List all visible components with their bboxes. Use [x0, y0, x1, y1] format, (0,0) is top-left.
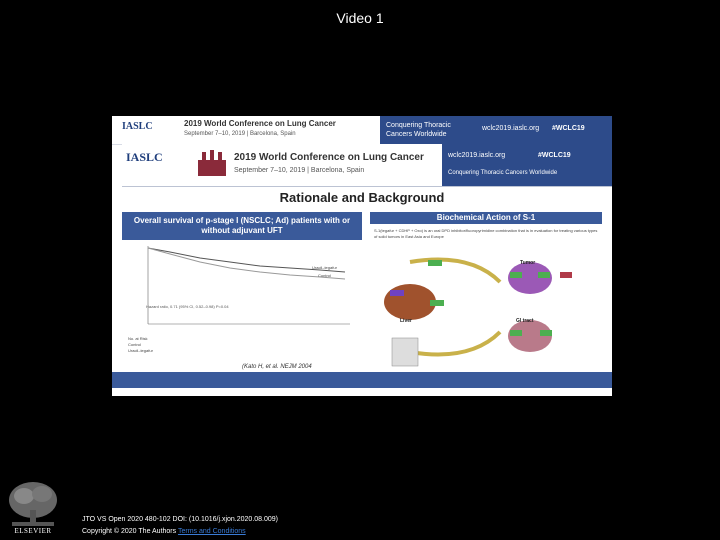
- conference-dates: September 7–10, 2019 | Barcelona, Spain: [184, 131, 296, 137]
- page-title: Video 1: [336, 10, 384, 26]
- survival-panel-header: Overall survival of p-stage I (NSCLC; Ad) patients with or without adjuvant UFT: [122, 212, 362, 240]
- citation-footer: [82, 514, 278, 538]
- tagline: Conquering Thoracic Cancers Worldwide: [386, 122, 451, 138]
- iaslc-logo: IASLC: [122, 121, 153, 132]
- control-curve: [148, 248, 345, 279]
- slide-bottom-bar: [112, 372, 612, 388]
- slide-heading: Rationale and Background: [279, 190, 445, 205]
- conference-url: wclc2019.iaslc.org: [448, 152, 506, 159]
- conference-banner-top: [112, 116, 612, 145]
- building-logo-icon: [194, 148, 230, 178]
- risk-title: No. at Risk: [128, 336, 148, 341]
- tagline: Conquering Thoracic Cancers Worldwide: [448, 170, 558, 176]
- conference-title: 2019 World Conference on Lung Cancer: [184, 119, 336, 128]
- copyright-line: [82, 526, 278, 538]
- biochemical-panel: [370, 212, 602, 390]
- doi-line: JTO VS Open 2020 480-102 DOI: (10.1016/j.xjon.2020.08.009): [82, 516, 278, 523]
- risk-table: [128, 336, 153, 354]
- copyright-text: Copyright © 2020 The Authors: [82, 528, 177, 535]
- banner-blue-block: [442, 144, 612, 186]
- survival-panel: [122, 212, 362, 390]
- video-slide[interactable]: [112, 116, 612, 396]
- tumor-label: Tumor: [520, 260, 536, 266]
- risk-uracil: Uracil–tegafur: [128, 348, 153, 353]
- survival-curve-chart: [140, 244, 358, 330]
- biochemical-panel-header: Biochemical Action of S-1: [370, 212, 602, 224]
- gi-tract-label: GI tract: [516, 318, 534, 324]
- biochemical-description: S-1(tegafur + CDHP + Oxo) is an oral DPD inhibitor/fluoropyrimidine combination that is in evaluation for treating various types of solid tumors in East Asia and Europe: [374, 228, 598, 239]
- terms-link[interactable]: Terms and Conditions: [177, 528, 246, 535]
- s1-pathway-diagram: [370, 242, 602, 372]
- conference-url: wclc2019.iaslc.org: [482, 125, 540, 132]
- hashtag: #WCLC19: [538, 152, 571, 159]
- conference-banner: [122, 144, 612, 187]
- hashtag: #WCLC19: [552, 125, 585, 132]
- citation: (Kato H, et al. NEJM 2004: [242, 364, 312, 370]
- risk-control: Control: [128, 342, 141, 347]
- conference-dates: September 7–10, 2019 | Barcelona, Spain: [234, 167, 365, 174]
- elsevier-wordmark: ELSEVIER: [14, 527, 52, 535]
- banner-blue-block: [380, 116, 612, 144]
- iaslc-logo: IASLC: [126, 150, 163, 164]
- liver-label: Liver: [400, 318, 412, 324]
- legend-uracil: Uracil–tegafur: [312, 265, 337, 270]
- hazard-ratio-text: Hazard ratio, 0.71 (95% CI, 0.52–0.98) P=0.04: [146, 304, 229, 309]
- conference-title: 2019 World Conference on Lung Cancer: [234, 152, 424, 163]
- legend-control: Control: [318, 273, 331, 278]
